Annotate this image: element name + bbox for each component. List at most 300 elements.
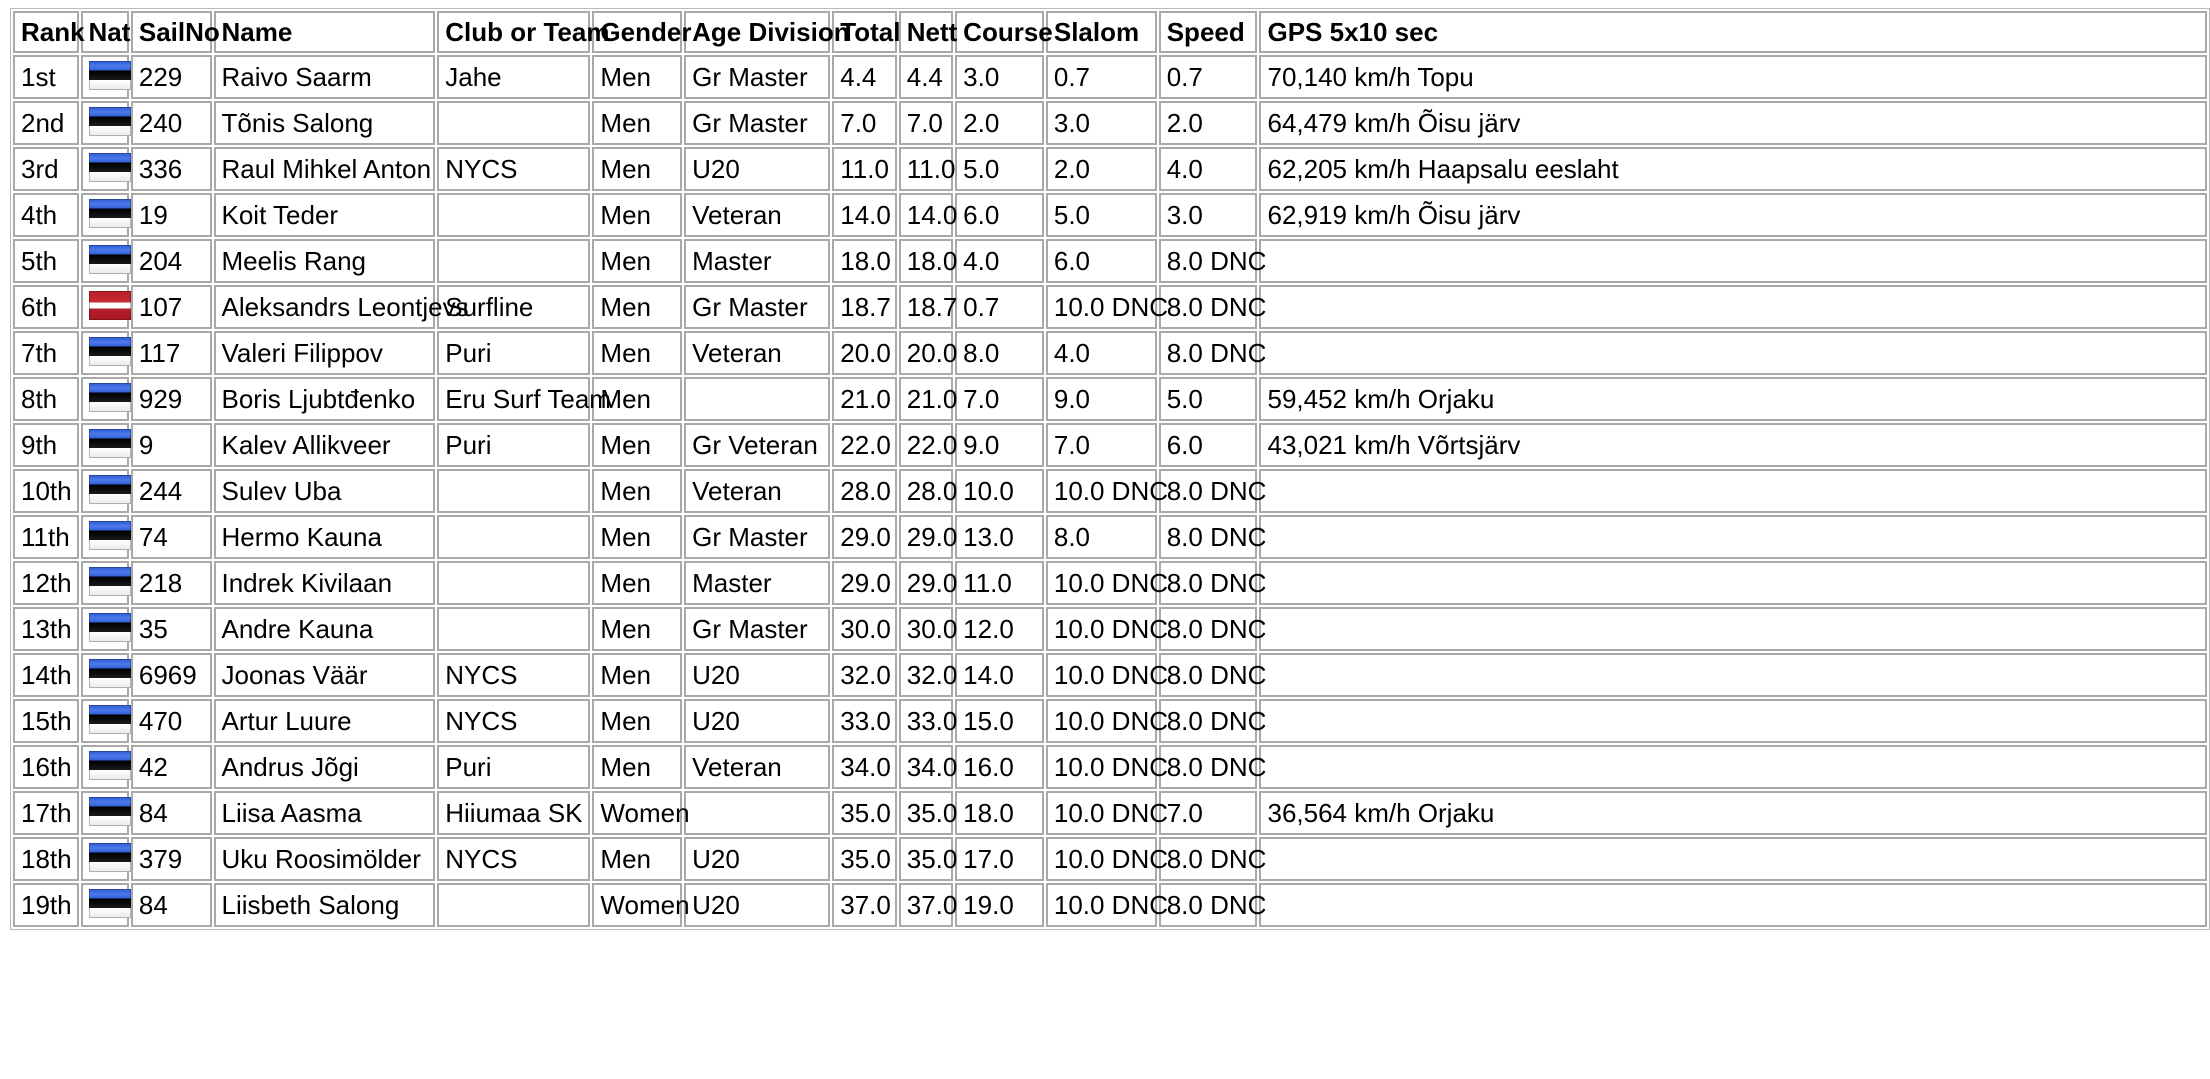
est-flag-icon <box>89 521 131 550</box>
table-row <box>13 55 2207 99</box>
rank-cell: 19th <box>13 883 79 927</box>
nat-cell <box>81 377 129 421</box>
nat-cell <box>81 239 129 283</box>
name-cell: Indrek Kivilaan <box>214 561 436 605</box>
est-flag-icon <box>89 705 131 734</box>
gps-cell <box>1259 515 2207 559</box>
total-cell: 35.0 <box>832 837 897 881</box>
age-division-cell: Gr Master <box>684 55 830 99</box>
rank-cell: 12th <box>13 561 79 605</box>
nat-cell <box>81 55 129 99</box>
gender-cell: Men <box>592 653 682 697</box>
table-row <box>13 239 2207 283</box>
speed-cell: 5.0 <box>1159 377 1258 421</box>
table-row <box>13 745 2207 789</box>
gender-cell: Men <box>592 239 682 283</box>
age-division-cell: Gr Veteran <box>684 423 830 467</box>
nat-cell <box>81 515 129 559</box>
speed-cell: 8.0 DNC <box>1159 607 1258 651</box>
slalom-cell: 8.0 <box>1046 515 1157 559</box>
speed-cell: 8.0 DNC <box>1159 239 1258 283</box>
total-cell: 37.0 <box>832 883 897 927</box>
name-cell: Koit Teder <box>214 193 436 237</box>
speed-cell: 2.0 <box>1159 101 1258 145</box>
age-division-cell: Master <box>684 239 830 283</box>
sailno-cell: 929 <box>131 377 212 421</box>
rank-cell: 2nd <box>13 101 79 145</box>
club-cell: Puri <box>437 423 590 467</box>
gender-cell: Men <box>592 423 682 467</box>
est-flag-icon <box>89 613 131 642</box>
est-flag-icon <box>89 843 131 872</box>
speed-cell: 0.7 <box>1159 55 1258 99</box>
name-cell: Raul Mihkel Anton <box>214 147 436 191</box>
nett-cell: 30.0 <box>899 607 953 651</box>
est-flag-icon <box>89 199 131 228</box>
header-sailno: SailNo <box>131 11 212 53</box>
speed-cell: 8.0 DNC <box>1159 285 1258 329</box>
gender-cell: Men <box>592 55 682 99</box>
speed-cell: 8.0 DNC <box>1159 469 1258 513</box>
lat-flag-icon <box>89 291 131 320</box>
header-club: Club or Team <box>437 11 590 53</box>
nett-cell: 29.0 <box>899 515 953 559</box>
sailno-cell: 19 <box>131 193 212 237</box>
gps-cell <box>1259 331 2207 375</box>
club-cell: Jahe <box>437 55 590 99</box>
est-flag-icon <box>89 245 131 274</box>
age-division-cell: U20 <box>684 653 830 697</box>
slalom-cell: 10.0 DNC <box>1046 745 1157 789</box>
course-cell: 19.0 <box>955 883 1044 927</box>
course-cell: 6.0 <box>955 193 1044 237</box>
club-cell <box>437 515 590 559</box>
slalom-cell: 2.0 <box>1046 147 1157 191</box>
slalom-cell: 10.0 DNC <box>1046 883 1157 927</box>
speed-cell: 7.0 <box>1159 791 1258 835</box>
est-flag-icon <box>89 337 131 366</box>
course-cell: 7.0 <box>955 377 1044 421</box>
est-flag-icon <box>89 383 131 412</box>
total-cell: 32.0 <box>832 653 897 697</box>
table-row <box>13 377 2207 421</box>
header-nat: Nat <box>81 11 129 53</box>
name-cell: Tõnis Salong <box>214 101 436 145</box>
name-cell: Hermo Kauna <box>214 515 436 559</box>
course-cell: 0.7 <box>955 285 1044 329</box>
sailno-cell: 336 <box>131 147 212 191</box>
nett-cell: 28.0 <box>899 469 953 513</box>
name-cell: Andrus Jõgi <box>214 745 436 789</box>
club-cell: Surfline <box>437 285 590 329</box>
course-cell: 16.0 <box>955 745 1044 789</box>
gender-cell: Men <box>592 699 682 743</box>
gps-cell <box>1259 883 2207 927</box>
age-division-cell: Veteran <box>684 469 830 513</box>
speed-cell: 3.0 <box>1159 193 1258 237</box>
rank-cell: 9th <box>13 423 79 467</box>
total-cell: 11.0 <box>832 147 897 191</box>
sailno-cell: 9 <box>131 423 212 467</box>
est-flag-icon <box>89 475 131 504</box>
speed-cell: 8.0 DNC <box>1159 515 1258 559</box>
slalom-cell: 4.0 <box>1046 331 1157 375</box>
course-cell: 2.0 <box>955 101 1044 145</box>
total-cell: 35.0 <box>832 791 897 835</box>
slalom-cell: 10.0 DNC <box>1046 285 1157 329</box>
est-flag-icon <box>89 567 131 596</box>
sailno-cell: 107 <box>131 285 212 329</box>
table-row <box>13 423 2207 467</box>
sailno-cell: 379 <box>131 837 212 881</box>
header-age-division: Age Division <box>684 11 830 53</box>
club-cell <box>437 469 590 513</box>
age-division-cell: U20 <box>684 699 830 743</box>
club-cell <box>437 193 590 237</box>
total-cell: 22.0 <box>832 423 897 467</box>
results-container <box>10 8 1845 930</box>
nat-cell <box>81 147 129 191</box>
header-gender: Gender <box>592 11 682 53</box>
nett-cell: 37.0 <box>899 883 953 927</box>
slalom-cell: 10.0 DNC <box>1046 561 1157 605</box>
nat-cell <box>81 699 129 743</box>
nett-cell: 11.0 <box>899 147 953 191</box>
gender-cell: Men <box>592 515 682 559</box>
nett-cell: 29.0 <box>899 561 953 605</box>
gps-cell: 64,479 km/h Õisu järv <box>1259 101 2207 145</box>
gender-cell: Men <box>592 147 682 191</box>
gps-cell <box>1259 699 2207 743</box>
course-cell: 5.0 <box>955 147 1044 191</box>
nat-cell <box>81 883 129 927</box>
club-cell: Eru Surf Team <box>437 377 590 421</box>
sailno-cell: 229 <box>131 55 212 99</box>
rank-cell: 7th <box>13 331 79 375</box>
nat-cell <box>81 607 129 651</box>
gps-cell <box>1259 469 2207 513</box>
gps-cell: 70,140 km/h Topu <box>1259 55 2207 99</box>
club-cell: Puri <box>437 331 590 375</box>
slalom-cell: 7.0 <box>1046 423 1157 467</box>
course-cell: 9.0 <box>955 423 1044 467</box>
gender-cell: Men <box>592 837 682 881</box>
course-cell: 4.0 <box>955 239 1044 283</box>
slalom-cell: 10.0 DNC <box>1046 653 1157 697</box>
club-cell: NYCS <box>437 147 590 191</box>
age-division-cell: Veteran <box>684 331 830 375</box>
results-body <box>13 55 2207 927</box>
header-name: Name <box>214 11 436 53</box>
table-row <box>13 193 2207 237</box>
sailno-cell: 84 <box>131 883 212 927</box>
rank-cell: 6th <box>13 285 79 329</box>
name-cell: Meelis Rang <box>214 239 436 283</box>
gps-cell <box>1259 837 2207 881</box>
course-cell: 10.0 <box>955 469 1044 513</box>
rank-cell: 4th <box>13 193 79 237</box>
total-cell: 4.4 <box>832 55 897 99</box>
total-cell: 29.0 <box>832 561 897 605</box>
nat-cell <box>81 837 129 881</box>
total-cell: 14.0 <box>832 193 897 237</box>
gender-cell: Men <box>592 377 682 421</box>
rank-cell: 18th <box>13 837 79 881</box>
gender-cell: Men <box>592 469 682 513</box>
name-cell: Liisa Aasma <box>214 791 436 835</box>
est-flag-icon <box>89 429 131 458</box>
sailno-cell: 244 <box>131 469 212 513</box>
nett-cell: 33.0 <box>899 699 953 743</box>
speed-cell: 8.0 DNC <box>1159 837 1258 881</box>
club-cell: NYCS <box>437 653 590 697</box>
total-cell: 18.7 <box>832 285 897 329</box>
course-cell: 13.0 <box>955 515 1044 559</box>
nat-cell <box>81 745 129 789</box>
table-row <box>13 147 2207 191</box>
total-cell: 34.0 <box>832 745 897 789</box>
sailno-cell: 204 <box>131 239 212 283</box>
slalom-cell: 0.7 <box>1046 55 1157 99</box>
name-cell: Boris Ljubtđenko <box>214 377 436 421</box>
rank-cell: 3rd <box>13 147 79 191</box>
course-cell: 12.0 <box>955 607 1044 651</box>
slalom-cell: 3.0 <box>1046 101 1157 145</box>
table-row <box>13 515 2207 559</box>
total-cell: 29.0 <box>832 515 897 559</box>
nett-cell: 35.0 <box>899 837 953 881</box>
age-division-cell: Veteran <box>684 745 830 789</box>
speed-cell: 8.0 DNC <box>1159 331 1258 375</box>
table-row <box>13 101 2207 145</box>
header-speed: Speed <box>1159 11 1258 53</box>
rank-cell: 10th <box>13 469 79 513</box>
gender-cell: Men <box>592 561 682 605</box>
course-cell: 14.0 <box>955 653 1044 697</box>
age-division-cell: Master <box>684 561 830 605</box>
results-table <box>10 8 2210 930</box>
est-flag-icon <box>89 153 131 182</box>
club-cell <box>437 561 590 605</box>
speed-cell: 8.0 DNC <box>1159 653 1258 697</box>
speed-cell: 6.0 <box>1159 423 1258 467</box>
est-flag-icon <box>89 659 131 688</box>
nett-cell: 34.0 <box>899 745 953 789</box>
gps-cell <box>1259 745 2207 789</box>
gender-cell: Men <box>592 607 682 651</box>
slalom-cell: 5.0 <box>1046 193 1157 237</box>
rank-cell: 8th <box>13 377 79 421</box>
name-cell: Joonas Väär <box>214 653 436 697</box>
gps-cell <box>1259 285 2207 329</box>
course-cell: 11.0 <box>955 561 1044 605</box>
nett-cell: 35.0 <box>899 791 953 835</box>
sailno-cell: 35 <box>131 607 212 651</box>
course-cell: 8.0 <box>955 331 1044 375</box>
age-division-cell: Gr Master <box>684 515 830 559</box>
total-cell: 21.0 <box>832 377 897 421</box>
name-cell: Liisbeth Salong <box>214 883 436 927</box>
gender-cell: Men <box>592 331 682 375</box>
header-course: Course <box>955 11 1044 53</box>
name-cell: Sulev Uba <box>214 469 436 513</box>
est-flag-icon <box>89 751 131 780</box>
age-division-cell <box>684 791 830 835</box>
sailno-cell: 42 <box>131 745 212 789</box>
table-row <box>13 837 2207 881</box>
age-division-cell: Gr Master <box>684 607 830 651</box>
gps-cell <box>1259 561 2207 605</box>
sailno-cell: 117 <box>131 331 212 375</box>
nat-cell <box>81 331 129 375</box>
gender-cell: Women <box>592 791 682 835</box>
sailno-cell: 84 <box>131 791 212 835</box>
club-cell <box>437 239 590 283</box>
gps-cell: 59,452 km/h Orjaku <box>1259 377 2207 421</box>
age-division-cell: Veteran <box>684 193 830 237</box>
speed-cell: 8.0 DNC <box>1159 561 1258 605</box>
table-row <box>13 883 2207 927</box>
nat-cell <box>81 101 129 145</box>
slalom-cell: 10.0 DNC <box>1046 837 1157 881</box>
total-cell: 28.0 <box>832 469 897 513</box>
name-cell: Kalev Allikveer <box>214 423 436 467</box>
club-cell: Puri <box>437 745 590 789</box>
header-slalom: Slalom <box>1046 11 1157 53</box>
nett-cell: 18.0 <box>899 239 953 283</box>
course-cell: 17.0 <box>955 837 1044 881</box>
table-row <box>13 653 2207 697</box>
rank-cell: 17th <box>13 791 79 835</box>
age-division-cell: U20 <box>684 837 830 881</box>
age-division-cell: Gr Master <box>684 285 830 329</box>
nett-cell: 32.0 <box>899 653 953 697</box>
age-division-cell: U20 <box>684 147 830 191</box>
total-cell: 18.0 <box>832 239 897 283</box>
rank-cell: 1st <box>13 55 79 99</box>
slalom-cell: 6.0 <box>1046 239 1157 283</box>
total-cell: 30.0 <box>832 607 897 651</box>
nett-cell: 14.0 <box>899 193 953 237</box>
total-cell: 7.0 <box>832 101 897 145</box>
table-row <box>13 331 2207 375</box>
rank-cell: 14th <box>13 653 79 697</box>
name-cell: Aleksandrs Leontjevs <box>214 285 436 329</box>
nett-cell: 4.4 <box>899 55 953 99</box>
club-cell <box>437 101 590 145</box>
name-cell: Uku Roosimölder <box>214 837 436 881</box>
table-row <box>13 561 2207 605</box>
name-cell: Artur Luure <box>214 699 436 743</box>
club-cell <box>437 607 590 651</box>
speed-cell: 8.0 DNC <box>1159 883 1258 927</box>
nat-cell <box>81 791 129 835</box>
club-cell <box>437 883 590 927</box>
course-cell: 3.0 <box>955 55 1044 99</box>
gps-cell: 62,919 km/h Õisu järv <box>1259 193 2207 237</box>
total-cell: 33.0 <box>832 699 897 743</box>
gender-cell: Men <box>592 193 682 237</box>
age-division-cell <box>684 377 830 421</box>
gps-cell: 43,021 km/h Võrtsjärv <box>1259 423 2207 467</box>
nat-cell <box>81 561 129 605</box>
nett-cell: 22.0 <box>899 423 953 467</box>
nett-cell: 20.0 <box>899 331 953 375</box>
speed-cell: 4.0 <box>1159 147 1258 191</box>
header-gps: GPS 5x10 sec <box>1259 11 2207 53</box>
est-flag-icon <box>89 889 131 918</box>
sailno-cell: 74 <box>131 515 212 559</box>
gender-cell: Men <box>592 745 682 789</box>
course-cell: 15.0 <box>955 699 1044 743</box>
name-cell: Andre Kauna <box>214 607 436 651</box>
speed-cell: 8.0 DNC <box>1159 745 1258 789</box>
slalom-cell: 9.0 <box>1046 377 1157 421</box>
nat-cell <box>81 469 129 513</box>
header-nett: Nett <box>899 11 953 53</box>
est-flag-icon <box>89 107 131 136</box>
est-flag-icon <box>89 797 131 826</box>
slalom-cell: 10.0 DNC <box>1046 607 1157 651</box>
gender-cell: Men <box>592 285 682 329</box>
age-division-cell: Gr Master <box>684 101 830 145</box>
sailno-cell: 218 <box>131 561 212 605</box>
rank-cell: 16th <box>13 745 79 789</box>
gps-cell <box>1259 607 2207 651</box>
nat-cell <box>81 653 129 697</box>
speed-cell: 8.0 DNC <box>1159 699 1258 743</box>
gender-cell: Men <box>592 101 682 145</box>
age-division-cell: U20 <box>684 883 830 927</box>
rank-cell: 13th <box>13 607 79 651</box>
rank-cell: 5th <box>13 239 79 283</box>
table-row <box>13 791 2207 835</box>
table-row <box>13 699 2207 743</box>
nat-cell <box>81 285 129 329</box>
club-cell: NYCS <box>437 837 590 881</box>
header-rank: Rank <box>13 11 79 53</box>
header-total: Total <box>832 11 897 53</box>
club-cell: NYCS <box>437 699 590 743</box>
nat-cell <box>81 193 129 237</box>
rank-cell: 11th <box>13 515 79 559</box>
rank-cell: 15th <box>13 699 79 743</box>
nett-cell: 7.0 <box>899 101 953 145</box>
club-cell: Hiiumaa SK <box>437 791 590 835</box>
total-cell: 20.0 <box>832 331 897 375</box>
table-row <box>13 285 2207 329</box>
nett-cell: 21.0 <box>899 377 953 421</box>
slalom-cell: 10.0 DNC <box>1046 791 1157 835</box>
gender-cell: Women <box>592 883 682 927</box>
est-flag-icon <box>89 61 131 90</box>
sailno-cell: 470 <box>131 699 212 743</box>
nett-cell: 18.7 <box>899 285 953 329</box>
sailno-cell: 240 <box>131 101 212 145</box>
slalom-cell: 10.0 DNC <box>1046 699 1157 743</box>
course-cell: 18.0 <box>955 791 1044 835</box>
table-row <box>13 607 2207 651</box>
name-cell: Valeri Filippov <box>214 331 436 375</box>
header-row <box>13 11 2207 53</box>
gps-cell <box>1259 239 2207 283</box>
gps-cell: 62,205 km/h Haapsalu eeslaht <box>1259 147 2207 191</box>
gps-cell <box>1259 653 2207 697</box>
slalom-cell: 10.0 DNC <box>1046 469 1157 513</box>
nat-cell <box>81 423 129 467</box>
gps-cell: 36,564 km/h Orjaku <box>1259 791 2207 835</box>
sailno-cell: 6969 <box>131 653 212 697</box>
